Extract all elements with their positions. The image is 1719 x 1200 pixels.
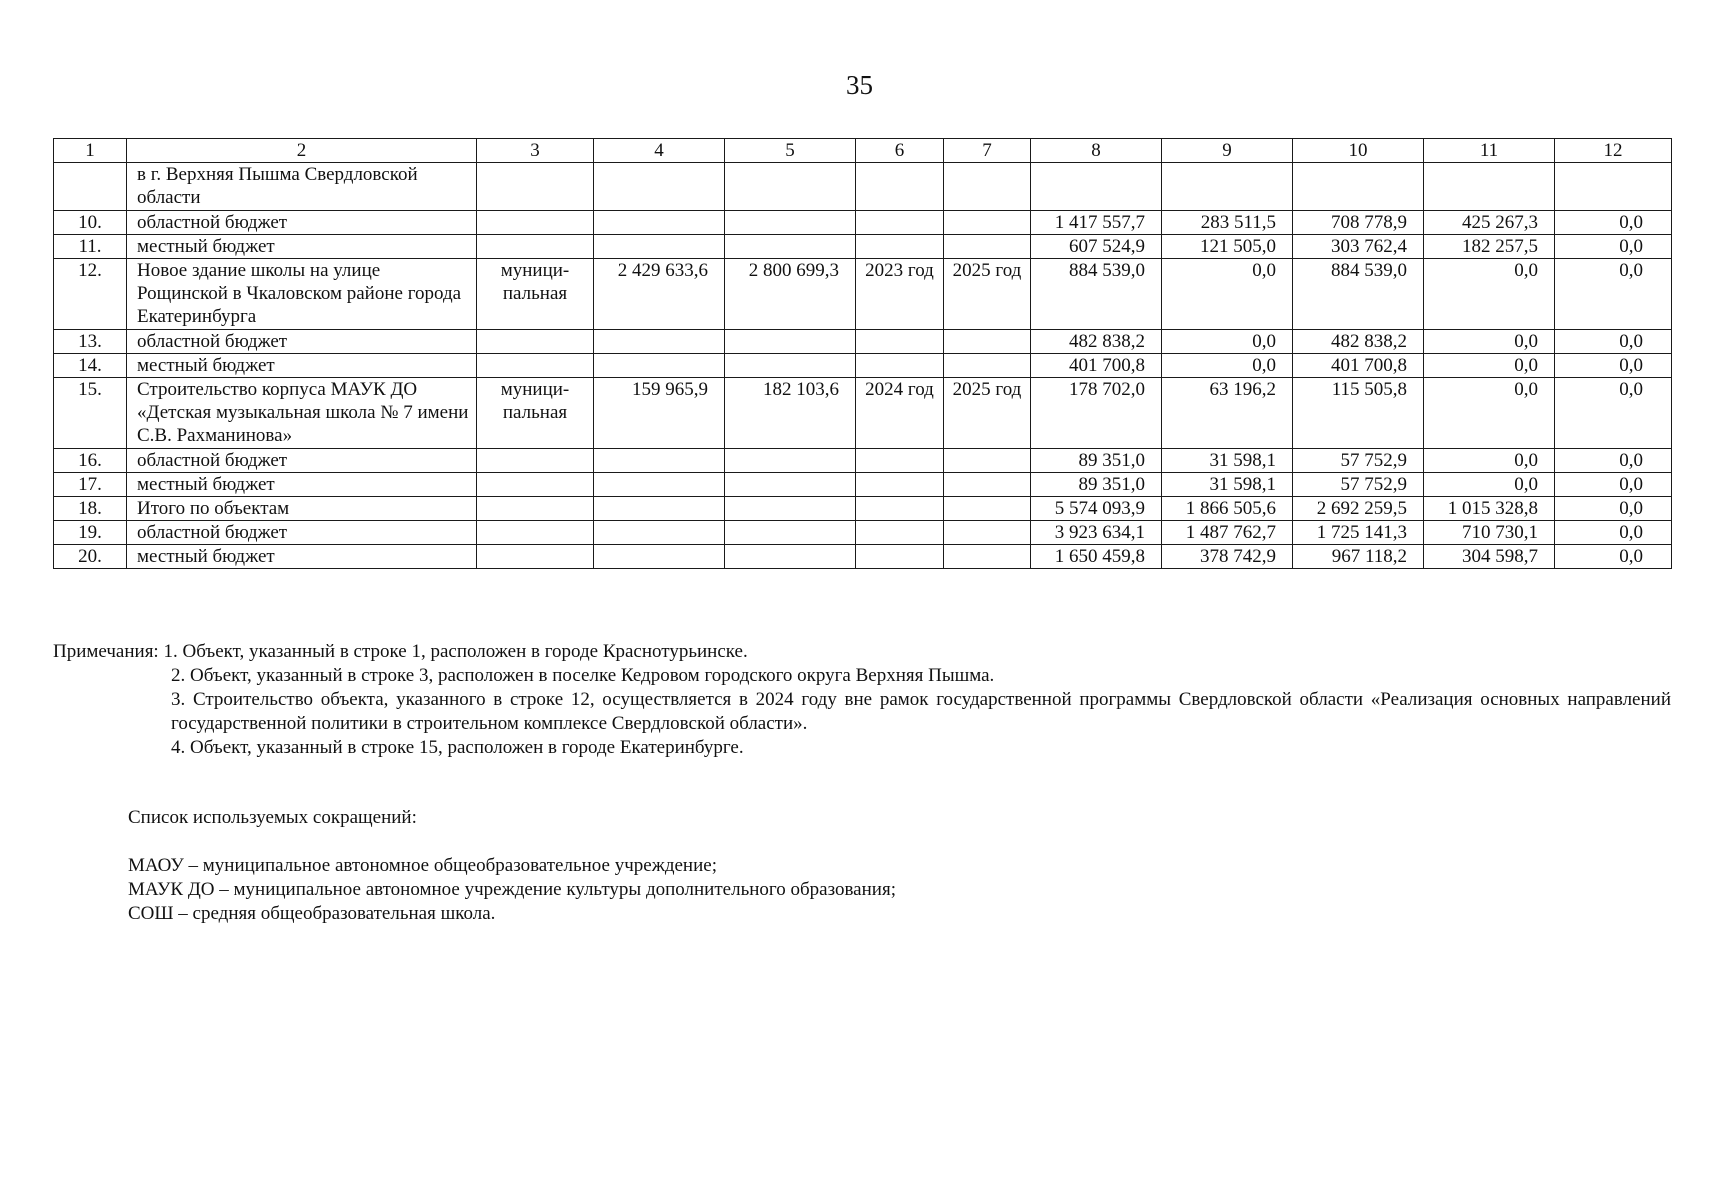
- estimated-cost-cell: [594, 330, 725, 354]
- row-number-cell: 12.: [54, 259, 127, 330]
- start-year-cell: [856, 354, 944, 378]
- total-cell: 178 702,0: [1031, 378, 1162, 449]
- year-amount-cell: 967 118,2: [1293, 545, 1424, 569]
- column-number: 6: [856, 139, 944, 163]
- row-number-cell: 16.: [54, 449, 127, 473]
- end-year-cell: [944, 330, 1031, 354]
- estimated-cost-cell: [594, 545, 725, 569]
- cost-cell: [725, 473, 856, 497]
- start-year-cell: [856, 211, 944, 235]
- ownership-cell: [477, 235, 594, 259]
- year-amount-cell: 0,0: [1555, 354, 1672, 378]
- cost-cell: [725, 521, 856, 545]
- note-item: 2. Объект, указанный в строке 3, расположен в поселке Кедровом городского округа Верхняя Пышма.: [171, 665, 995, 686]
- end-year-cell: [944, 235, 1031, 259]
- cost-cell: 2 800 699,3: [725, 259, 856, 330]
- ownership-cell: [477, 163, 594, 211]
- note-line-1: [53, 640, 1671, 664]
- year-amount-cell: 0,0: [1424, 449, 1555, 473]
- note-item: 3. Строительство объекта, указанного в строке 12, осуществляется в 2024 году вне рамок государственной программы Свердловской области «Реализация основных направлений государственной политики в строительном комплексе Свердловской области».: [171, 689, 1671, 734]
- column-number: 11: [1424, 139, 1555, 163]
- column-number: 1: [54, 139, 127, 163]
- object-name-cell: областной бюджет: [127, 521, 477, 545]
- year-amount-cell: 31 598,1: [1162, 473, 1293, 497]
- cost-cell: [725, 211, 856, 235]
- total-cell: 1 650 459,8: [1031, 545, 1162, 569]
- cost-cell: [725, 163, 856, 211]
- year-amount-cell: 0,0: [1162, 354, 1293, 378]
- abbreviation-item: МАОУ – муниципальное автономное общеобразовательное учреждение;: [128, 855, 717, 876]
- object-name-cell: областной бюджет: [127, 449, 477, 473]
- year-amount-cell: 0,0: [1162, 259, 1293, 330]
- year-amount-cell: 710 730,1: [1424, 521, 1555, 545]
- year-amount-cell: 0,0: [1555, 545, 1672, 569]
- row-number-cell: 10.: [54, 211, 127, 235]
- year-amount-cell: 482 838,2: [1293, 330, 1424, 354]
- year-amount-cell: 1 725 141,3: [1293, 521, 1424, 545]
- column-number: 8: [1031, 139, 1162, 163]
- table-row: [54, 259, 1672, 330]
- column-number: 5: [725, 139, 856, 163]
- year-amount-cell: 283 511,5: [1162, 211, 1293, 235]
- total-cell: 1 417 557,7: [1031, 211, 1162, 235]
- page-number: 35: [846, 70, 873, 100]
- start-year-cell: [856, 521, 944, 545]
- end-year-cell: [944, 354, 1031, 378]
- start-year-cell: [856, 449, 944, 473]
- cost-cell: [725, 449, 856, 473]
- year-amount-cell: 182 257,5: [1424, 235, 1555, 259]
- year-amount-cell: [1293, 163, 1424, 211]
- year-amount-cell: 0,0: [1424, 354, 1555, 378]
- note-item: 4. Объект, указанный в строке 15, расположен в городе Екатеринбурге.: [171, 737, 744, 758]
- row-number-cell: 19.: [54, 521, 127, 545]
- notes-label: Примечания:: [53, 641, 159, 662]
- table-row: [54, 378, 1672, 449]
- object-name-cell: в г. Верхняя Пышма Свердловской области: [127, 163, 477, 211]
- total-cell: 607 524,9: [1031, 235, 1162, 259]
- estimated-cost-cell: [594, 497, 725, 521]
- table-row: [54, 163, 1672, 211]
- start-year-cell: 2023 год: [856, 259, 944, 330]
- year-amount-cell: 0,0: [1555, 259, 1672, 330]
- row-number-cell: 20.: [54, 545, 127, 569]
- year-amount-cell: 0,0: [1424, 378, 1555, 449]
- year-amount-cell: 121 505,0: [1162, 235, 1293, 259]
- cost-cell: [725, 497, 856, 521]
- year-amount-cell: 0,0: [1424, 330, 1555, 354]
- ownership-cell: [477, 521, 594, 545]
- year-amount-cell: 0,0: [1424, 473, 1555, 497]
- notes-section: [53, 640, 1671, 760]
- year-amount-cell: 0,0: [1555, 497, 1672, 521]
- table-row: [54, 235, 1672, 259]
- start-year-cell: [856, 235, 944, 259]
- object-name-cell: Итого по объектам: [127, 497, 477, 521]
- table-row: [54, 497, 1672, 521]
- total-cell: 89 351,0: [1031, 473, 1162, 497]
- ownership-cell: [477, 211, 594, 235]
- object-name-cell: местный бюджет: [127, 235, 477, 259]
- row-number-cell: 14.: [54, 354, 127, 378]
- table-row: [54, 449, 1672, 473]
- start-year-cell: [856, 545, 944, 569]
- end-year-cell: 2025 год: [944, 378, 1031, 449]
- year-amount-cell: 0,0: [1424, 259, 1555, 330]
- estimated-cost-cell: 159 965,9: [594, 378, 725, 449]
- year-amount-cell: 0,0: [1555, 211, 1672, 235]
- abbreviations-section: [128, 806, 1628, 926]
- year-amount-cell: 708 778,9: [1293, 211, 1424, 235]
- total-cell: [1031, 163, 1162, 211]
- year-amount-cell: 0,0: [1555, 449, 1672, 473]
- cost-cell: 182 103,6: [725, 378, 856, 449]
- year-amount-cell: 0,0: [1555, 235, 1672, 259]
- end-year-cell: 2025 год: [944, 259, 1031, 330]
- object-name-cell: областной бюджет: [127, 330, 477, 354]
- row-number-cell: 17.: [54, 473, 127, 497]
- estimated-cost-cell: [594, 163, 725, 211]
- year-amount-cell: 57 752,9: [1293, 449, 1424, 473]
- year-amount-cell: [1555, 163, 1672, 211]
- object-name-cell: Строительство корпуса МАУК ДО «Детская музыкальная школа № 7 имени С.В. Рахманинова»: [127, 378, 477, 449]
- ownership-cell: [477, 497, 594, 521]
- ownership-cell: муници-пальная: [477, 259, 594, 330]
- year-amount-cell: 0,0: [1555, 473, 1672, 497]
- budget-table: [53, 138, 1672, 569]
- total-cell: 884 539,0: [1031, 259, 1162, 330]
- row-number-cell: 11.: [54, 235, 127, 259]
- object-name-cell: областной бюджет: [127, 211, 477, 235]
- ownership-cell: [477, 449, 594, 473]
- year-amount-cell: 303 762,4: [1293, 235, 1424, 259]
- year-amount-cell: 304 598,7: [1424, 545, 1555, 569]
- year-amount-cell: 0,0: [1555, 378, 1672, 449]
- object-name-cell: местный бюджет: [127, 545, 477, 569]
- table-row: [54, 211, 1672, 235]
- ownership-cell: муници-пальная: [477, 378, 594, 449]
- end-year-cell: [944, 545, 1031, 569]
- ownership-cell: [477, 473, 594, 497]
- row-number-cell: 15.: [54, 378, 127, 449]
- estimated-cost-cell: 2 429 633,6: [594, 259, 725, 330]
- ownership-cell: [477, 354, 594, 378]
- start-year-cell: [856, 330, 944, 354]
- total-cell: 5 574 093,9: [1031, 497, 1162, 521]
- object-name-cell: Новое здание школы на улице Рощинской в Чкаловском районе города Екатеринбурга: [127, 259, 477, 330]
- column-number: 9: [1162, 139, 1293, 163]
- end-year-cell: [944, 211, 1031, 235]
- table-row: [54, 521, 1672, 545]
- column-number: 4: [594, 139, 725, 163]
- table-row: [54, 473, 1672, 497]
- row-number-cell: [54, 163, 127, 211]
- end-year-cell: [944, 163, 1031, 211]
- year-amount-cell: 425 267,3: [1424, 211, 1555, 235]
- year-amount-cell: 0,0: [1555, 330, 1672, 354]
- row-number-cell: 13.: [54, 330, 127, 354]
- table-row: [54, 545, 1672, 569]
- end-year-cell: [944, 449, 1031, 473]
- table-row: [54, 330, 1672, 354]
- year-amount-cell: [1162, 163, 1293, 211]
- year-amount-cell: 57 752,9: [1293, 473, 1424, 497]
- end-year-cell: [944, 497, 1031, 521]
- year-amount-cell: [1424, 163, 1555, 211]
- cost-cell: [725, 354, 856, 378]
- year-amount-cell: 115 505,8: [1293, 378, 1424, 449]
- table-header-row: [54, 139, 1672, 163]
- ownership-cell: [477, 545, 594, 569]
- year-amount-cell: 884 539,0: [1293, 259, 1424, 330]
- total-cell: 89 351,0: [1031, 449, 1162, 473]
- year-amount-cell: 63 196,2: [1162, 378, 1293, 449]
- year-amount-cell: 378 742,9: [1162, 545, 1293, 569]
- start-year-cell: [856, 497, 944, 521]
- cost-cell: [725, 545, 856, 569]
- estimated-cost-cell: [594, 211, 725, 235]
- year-amount-cell: 0,0: [1162, 330, 1293, 354]
- column-number: 3: [477, 139, 594, 163]
- year-amount-cell: 0,0: [1555, 521, 1672, 545]
- year-amount-cell: 1 487 762,7: [1162, 521, 1293, 545]
- abbreviation-item: МАУК ДО – муниципальное автономное учреждение культуры дополнительного образования;: [128, 879, 896, 900]
- end-year-cell: [944, 521, 1031, 545]
- object-name-cell: местный бюджет: [127, 354, 477, 378]
- cost-cell: [725, 235, 856, 259]
- year-amount-cell: 31 598,1: [1162, 449, 1293, 473]
- end-year-cell: [944, 473, 1031, 497]
- abbreviation-item: СОШ – средняя общеобразовательная школа.: [128, 903, 496, 924]
- total-cell: 482 838,2: [1031, 330, 1162, 354]
- year-amount-cell: 1 866 505,6: [1162, 497, 1293, 521]
- total-cell: 3 923 634,1: [1031, 521, 1162, 545]
- estimated-cost-cell: [594, 235, 725, 259]
- year-amount-cell: 2 692 259,5: [1293, 497, 1424, 521]
- estimated-cost-cell: [594, 473, 725, 497]
- ownership-cell: [477, 330, 594, 354]
- column-number: 2: [127, 139, 477, 163]
- row-number-cell: 18.: [54, 497, 127, 521]
- note-item: 1. Объект, указанный в строке 1, расположен в городе Краснотурьинске.: [163, 641, 748, 662]
- estimated-cost-cell: [594, 521, 725, 545]
- column-number: 10: [1293, 139, 1424, 163]
- start-year-cell: 2024 год: [856, 378, 944, 449]
- year-amount-cell: 1 015 328,8: [1424, 497, 1555, 521]
- table-body: [54, 163, 1672, 569]
- estimated-cost-cell: [594, 354, 725, 378]
- year-amount-cell: 401 700,8: [1293, 354, 1424, 378]
- abbreviations-title: Список используемых сокращений:: [128, 807, 417, 828]
- estimated-cost-cell: [594, 449, 725, 473]
- total-cell: 401 700,8: [1031, 354, 1162, 378]
- column-number: 7: [944, 139, 1031, 163]
- start-year-cell: [856, 473, 944, 497]
- column-number: 12: [1555, 139, 1672, 163]
- table-row: [54, 354, 1672, 378]
- start-year-cell: [856, 163, 944, 211]
- object-name-cell: местный бюджет: [127, 473, 477, 497]
- cost-cell: [725, 330, 856, 354]
